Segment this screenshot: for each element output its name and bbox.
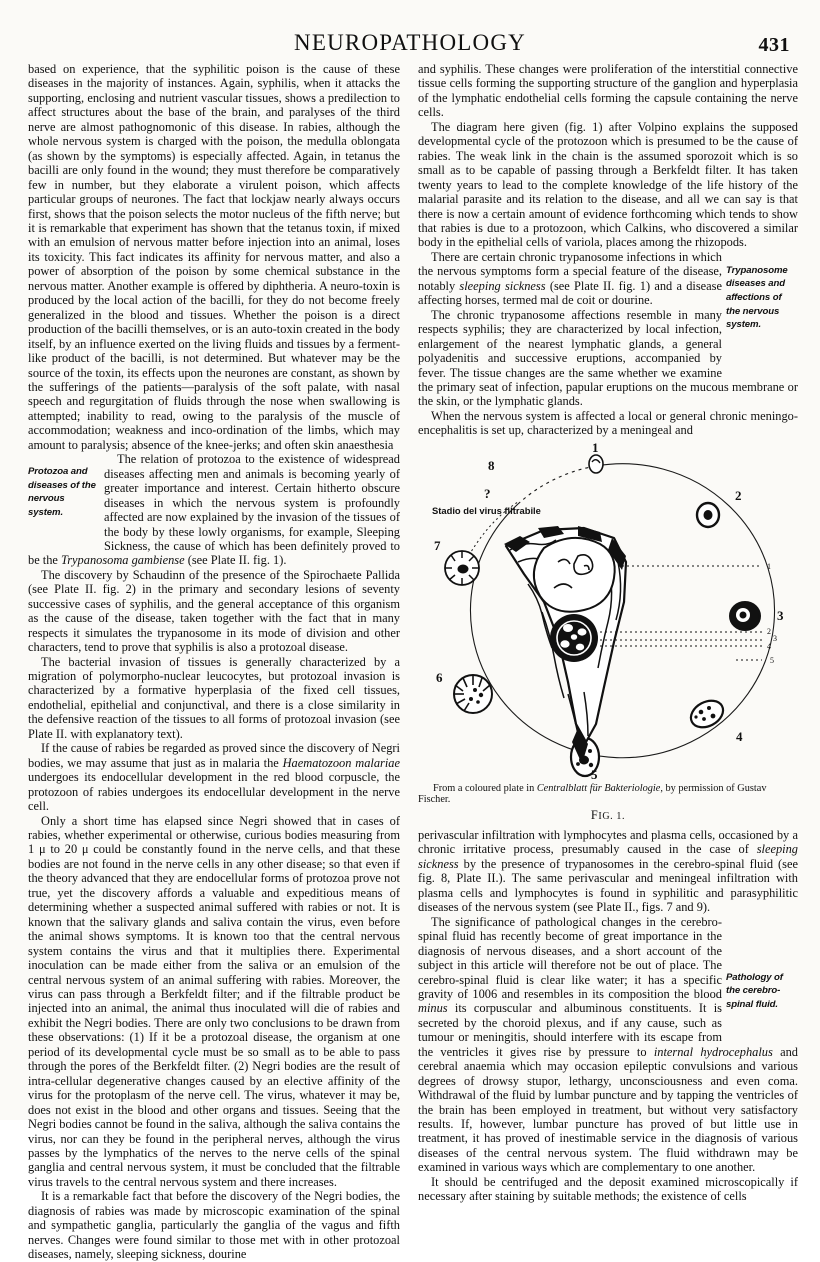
stage-body-1 xyxy=(589,455,603,473)
paragraph: The chronic trypanosome affections resemble in many respects syphilis; they are characterized by local infection, enlargement of the nearest lymphatic glands, a general polyadenitis and successive eruptions, accompanied by fever. The tissue changes are the same whether we examine the primary seat of infection, papular eruptions on the mucous membrane or the skin, or the lymphatic glands. xyxy=(418,307,798,409)
stage-body-4 xyxy=(686,695,727,732)
paragraph: The relation of protozoa to the existence of widespread diseases affecting men and animals is becoming yearly of greater importance and interest. Certain hitherto obscure diseases in which the nervous system is profoundly affected are now explained by the invasion of the tissues of the body by these lowly organisms, for example, Sleeping Sickness, the cause of which has been definitely proved to be the Trypanosoma gambiense (see Plate II. fig. 1). xyxy=(28,452,400,568)
running-title: NEUROPATHOLOGY xyxy=(294,30,526,55)
paragraph: The diagram here given (fig. 1) after Volpino explains the supposed developmental cycle of the protozoon which is presumed to be the cause of rabies. The weak link in the chain is the assumed sporozoit which is so small as to be capable of passing through a Berkfeldt filter. It has taken twenty years to lead to the complete knowledge of the life history of the malarial parasite and its relation to the disease, and all we can say is that there is now a certain amount of evidence forthcoming which tends to show that rabies is due to a protozoon, which Calkins, who discovered a similar body in the epithelial cells of variola, places among the rhizopods. xyxy=(418,119,798,250)
figure-illustration xyxy=(418,442,798,782)
paragraph: perivascular infiltration with lymphocytes and plasma cells, occasioned by a chronic irritative process, presumably caused in the case of sleeping sickness by the presence of trypanosomes in the cerebro-spinal fluid (see fig. 8, Plate II.). The same perivascular and meningeal infiltration with plasma cells and lymphocytes is found in syphilitic and parasyphilitic diseases of the nervous system (see Plate II., figs. 7 and 9). xyxy=(418,827,798,915)
sidenote-csf-pathology: Pathology of the cerebro-spinal fluid. xyxy=(726,971,783,1010)
stage-number-2: 2 xyxy=(735,487,742,503)
stage-number-7: 7 xyxy=(434,537,441,553)
paragraph: It is a remarkable fact that before the discovery of the Negri bodies, the diagnosis of rabies was made by microscopic examination of the spinal and sympathetic ganglia, particularly the ganglia of the vagus and fifth nerves. Changes were found similar to those met with in other protozoal diseases, namely, sleeping sickness, dourine xyxy=(28,1189,400,1262)
rabies-cycle-diagram xyxy=(418,442,798,782)
paragraph: and syphilis. These changes were proliferation of the interstitial connective tissue cells forming the supporting structure of the ganglion and hyperplasia of the lymphatic endothelial cells forming the capsule containing the nerve cells. xyxy=(418,62,798,120)
stage-number-3: 3 xyxy=(777,607,784,623)
figure-1 xyxy=(418,442,798,823)
page-number: 431 xyxy=(758,34,790,56)
cycle-stage-label: Stadio del virus filtrabile xyxy=(432,504,541,516)
leader-label-3: 3 xyxy=(773,633,777,643)
paragraph: When the nervous system is affected a local or general chronic meningo-encephalitis is set up, characterized by a meningeal and xyxy=(418,408,798,438)
stage-number-6: 6 xyxy=(436,669,443,685)
stage-body-7 xyxy=(445,551,479,585)
paragraph: The discovery by Schaudinn of the presence of the Spirochaete Pallida (see Plate II. fig. 2) in the primary and secondary lesions of seventy successive cases of syphilis, and the general acceptance of this organism as the cause of the disease, taken together with the fact that in many respects it simulates the trypanosome in its mode of division and other characters, tend to prove that syphilis is also a protozoal disease. xyxy=(28,567,400,655)
sidenote-trypanosome: Trypanosome diseases and affections of the nervous system. xyxy=(726,264,788,331)
right-column xyxy=(418,62,799,1204)
credit-prefix: From a coloured plate in xyxy=(433,782,537,794)
stage-body-2 xyxy=(697,503,719,527)
figure-credit xyxy=(418,783,798,806)
stage-body-6 xyxy=(454,675,492,713)
sidenote-block xyxy=(418,915,798,1175)
query-mark: ? xyxy=(484,485,491,501)
stage-number-4: 4 xyxy=(736,728,743,744)
stage-number-8: 8 xyxy=(488,457,495,473)
stage-number-5: 5 xyxy=(591,766,598,782)
page-header xyxy=(0,22,820,62)
leader-label-4: 4 xyxy=(767,641,771,651)
leader-label-2: 2 xyxy=(767,626,771,636)
two-column-body xyxy=(28,62,799,1262)
paragraph: The significance of pathological changes in the cerebro-spinal fluid has recently become of great importance in the diagnosis of nervous diseases, and a short account of the subject in this article will therefore not be out of place. The cerebro-spinal fluid is clear like water; it has a specific gravity of 1006 and resembles in its composition the blood minus its corpuscular and albuminous constituents. It is secreted by the choroid plexus, and if any cause, such as tumour or meningitis, should interfere with its escape from the ventricles it gives rise by pressure to internal hydrocephalus and cerebral anaemia which may occasion epileptic convulsions and various degrees of drowsy stupor, lethargy, unconsciousness and even coma. Withdrawal of the fluid by lumbar puncture and by tapping the ventricles of the brain has been employed in treatment, but without very satisfactory results. If, however, lumbar puncture has proved of but little use in treatment, it has proved of inestimable service in the diagnosis of various diseases of the central nervous system. The fluid withdrawn may be examined in various ways which are complementary to one another. xyxy=(418,914,799,1175)
paragraph: If the cause of rabies be regarded as proved since the discovery of Negri bodies, we may assume that just as in malaria the Haematozoon malariae undergoes its endocellular development in the red blood corpuscle, the protozoon of rabies undergoes its endocellular development in the nerve cell. xyxy=(28,741,400,814)
sidenote-protozoa: Protozoa and diseases of the nervous system. xyxy=(28,466,96,519)
paragraph: There are certain chronic trypanosome infections in which the nervous symptoms form a special feature of the disease, notably sleeping sickness (see Plate II. fig. 1) and a disease affecting horses, termed mal de coit or dourine. xyxy=(418,249,722,308)
negri-body xyxy=(550,614,598,662)
cycle-dotted-arc xyxy=(518,466,596,504)
leader-label-5: 5 xyxy=(770,655,774,665)
sidenote-block xyxy=(28,452,400,568)
paragraph: Only a short time has elapsed since Negri showed that in cases of rabies, whether experimental or otherwise, curious bodies measuring from 1 μ to 20 μ could be constantly found in the nerve cells, and that these bodies are not found in the nerve cells in any other disease; so that even if the theory advanced that they are endocellular forms of protozoa prove not true, yet the discovery affords a valuable and expeditious means of determining whether a suspected animal suffered with rabies or not. It is known that the salivary glands and saliva contain the virus, even before the animal shows symptoms. It is known too that the central nervous system contains the virus and that it multiplies there. Experimental inoculation can be made either from the saliva or an emulsion of the central nervous system of an animal suffering with rabies. Moreover, the virus can pass through a Berkfeldt filter; and if the filtrable product be injected into an animal, the animal thus inoculated will die of rabies and exhibit the Negri bodies. There are only two conclusions to be drawn from these observations: (1) If it be a protozoal disease, the organism at one period of its developmental cycle must be so small as to be able to pass through the pores of the Berkfeldt filter. (2) Negri bodies are the result of intra-cellular degenerative changes caused by an elective affinity of the virus for the protoplasm of the nerve cell. The virus, whatever it may be, does not exist in the blood and other organs and tissues. Seeing that the Negri bodies cannot be found in the saliva, although the saliva contains the virus, nor can they be found in the peripheral nerves, although the virus passes by the lymphatics of the nerves to the nerve cells of the spinal ganglia and central nervous system, it must be concluded that the filtrable virus travels to the central nervous system and there increases. xyxy=(28,813,400,1189)
leader-label-1: 1 xyxy=(767,561,771,571)
credit-journal: Centralblatt für Bakteriologie xyxy=(536,782,661,794)
nerve-cell-illustration xyxy=(504,526,626,764)
paragraph: based on experience, that the syphilitic poison is the cause of these diseases in the majority of instances. Again, syphilis, when it attacks the supporting, enclosing and nutrient vascular tissues, shows a predilection to affect structures about the base of the brain, and paralyses of the third nerve are almost pathognomonic of this disease. In rabies, although the whole nervous system is charged with the poison, the medulla oblongata (as shown by the symptoms) is especially affected. Again, in tetanus the bacilli are only found in the wound; they must therefore be comparatively few in number, but they elaborate a virulent poison, which affects particular groups of neurones. The fact that lockjaw nearly always occurs first, shows that the poison selects the motor nucleus of the fifth nerve; but it is remarkable that experiment has shown that the tetanus toxin, if mixed with an emulsion of nervous matter before injection into an animal, loses its toxicity. This fact indicates its affinity for nervous matter, and also a power of absorption of the poison by some chemical substance in the nervous matter. Another example is offered by diphtheria. A neuro-toxin is produced by the local action of the bacilli, for they do not become freely generalized in the blood and tissues. Whether the poison is a direct production of the bacilli themselves, or is an auto-toxin created in the body itself, by an influence exerted on the living fluids and tissues by a ferment-like product of the bacilli, is not determined. But whatever may be the source of the toxin, its effects upon the neurones are constant, as shown by the sufferings of the patients—paralysis of the soft palate, with nasal speech and regurgitation of fluids through the nose when swallowing is attempted; inability to read, owing to the paralysis of the muscle of accommodation; weakness and inco-ordination of the limbs, which may amount to paralysis; absence of the knee-jerks; and often skin anaesthesia xyxy=(28,62,400,452)
figure-caption: FIG. 1. xyxy=(590,807,626,822)
stage-body-3 xyxy=(730,602,760,630)
left-column xyxy=(28,62,400,1262)
stage-number-1: 1 xyxy=(592,441,599,455)
sidenote-block xyxy=(418,250,798,409)
figure-caption-rest: IG. 1. xyxy=(598,810,626,822)
paragraph: It should be centrifuged and the deposit examined microscopically if necessary after staining by suitable methods; the existence of cells xyxy=(418,1174,798,1204)
credit-suffix: , by permission of Gustav Fischer. xyxy=(418,782,767,806)
paragraph: The bacterial invasion of tissues is generally characterized by a migration of polymorpho-nuclear leucocytes, but protozoal invasion is characterized by a formative hyperplasia of the fixed cell tissues, endothelial, epithelial and conjunctival, and there is a close similarity in the defensive reaction of the tissues to all forms of protozoal invasion (see Plate II. with explanatory text). xyxy=(28,654,400,741)
